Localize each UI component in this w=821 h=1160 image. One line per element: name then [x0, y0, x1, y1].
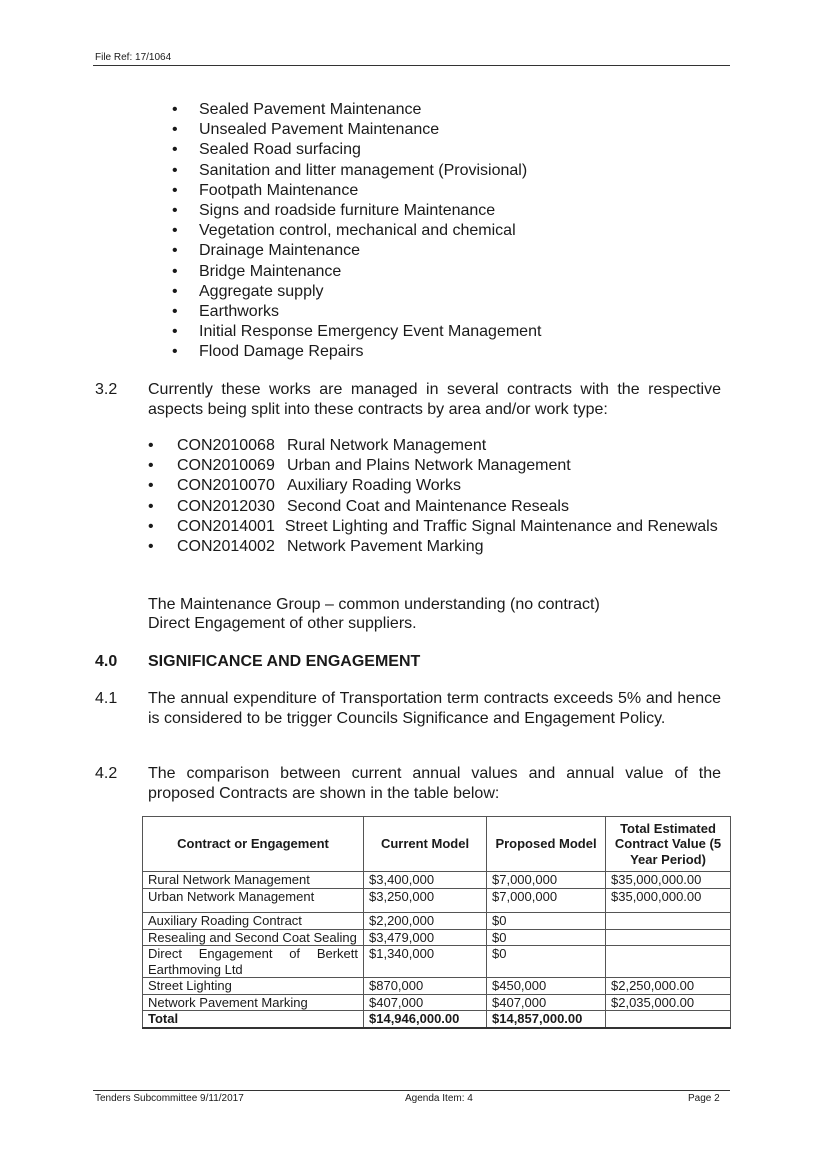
- section-4-1-text: The annual expenditure of Transportation term contracts exceeds 5% and hence is considered to be trigger Councils Significance and Engagement Policy.: [148, 690, 721, 727]
- table-cell: $7,000,000: [487, 888, 606, 904]
- table-row: [143, 888, 731, 904]
- column-header: Contract or Engagement: [143, 817, 364, 872]
- list-item: • Sealed Pavement Maintenance: [172, 100, 541, 120]
- table-cell: Rural Network Management: [143, 872, 364, 889]
- section-number-3-2: 3.2: [95, 381, 118, 398]
- table-row: [143, 978, 731, 995]
- header-rule: [93, 65, 730, 66]
- contract-code: CON2010068: [177, 437, 275, 454]
- column-header: Total Estimated Contract Value (5 Year Period): [606, 817, 731, 872]
- table-cell: $35,000,000.00: [606, 872, 731, 889]
- table-cell: $407,000: [364, 994, 487, 1011]
- list-item: • Aggregate supply: [172, 282, 541, 302]
- section-3-2-text: Currently these works are managed in several contracts with the respective aspects being split into these contracts by area and/or work type:: [148, 381, 721, 418]
- list-item: • Initial Response Emergency Event Management: [172, 322, 541, 342]
- table-cell: Resealing and Second Coat Sealing: [143, 929, 364, 946]
- table-cell: [606, 913, 731, 930]
- table-cell: $35,000,000.00: [606, 888, 731, 904]
- list-item: • Unsealed Pavement Maintenance: [172, 120, 541, 140]
- list-item: • Sanitation and litter management (Provisional): [172, 161, 541, 181]
- list-item: • Footpath Maintenance: [172, 181, 541, 201]
- table-cell: $14,946,000.00: [364, 1011, 487, 1028]
- contract-code: CON2010070: [177, 477, 275, 495]
- contract-name: Urban and Plains Network Management: [287, 457, 571, 475]
- column-header: Proposed Model: [487, 817, 606, 872]
- section-number-4-2: 4.2: [95, 765, 118, 782]
- comparison-table: [142, 816, 731, 1029]
- list-item: • Flood Damage Repairs: [172, 342, 541, 362]
- contract-code: CON2014001: [177, 517, 275, 535]
- table-cell: $7,000,000: [487, 872, 606, 889]
- list-item: [148, 517, 721, 537]
- contracts-list: [148, 436, 721, 557]
- list-item: [148, 436, 721, 456]
- list-item: • Sealed Road surfacing: [172, 140, 541, 160]
- table-cell: Network Pavement Marking: [143, 994, 364, 1011]
- table-cell: $3,400,000: [364, 872, 487, 889]
- section-heading: SIGNIFICANCE AND ENGAGEMENT: [148, 653, 421, 670]
- list-item: • Drainage Maintenance: [172, 241, 541, 261]
- table-row: [143, 994, 731, 1011]
- table-cell: $1,340,000: [364, 946, 487, 978]
- table-spacer-row: [143, 904, 731, 913]
- footer-page-number: Page 2: [688, 1093, 720, 1104]
- table-cell: [606, 1011, 731, 1028]
- table-cell: $870,000: [364, 978, 487, 995]
- contract-code: CON2014002: [177, 537, 275, 555]
- footer-agenda-item: Agenda Item: 4: [405, 1093, 473, 1104]
- table-cell: $14,857,000.00: [487, 1011, 606, 1028]
- contract-name: Rural Network Management: [287, 437, 487, 454]
- table-cell: $0: [487, 946, 606, 978]
- table-cell: $450,000: [487, 978, 606, 995]
- table-cell: Auxiliary Roading Contract: [143, 913, 364, 930]
- contract-name: Network Pavement Marking: [287, 537, 484, 555]
- contract-name: Street Lighting and Traffic Signal Maintenance and Renewals: [284, 517, 718, 535]
- contract-code: CON2012030: [177, 497, 275, 515]
- services-list: [172, 100, 541, 362]
- list-item: [148, 537, 721, 557]
- list-item: • Bridge Maintenance: [172, 262, 541, 282]
- section-number-4-0: 4.0: [95, 653, 118, 670]
- note-direct-engagement: Direct Engagement of other suppliers.: [148, 615, 417, 632]
- table-cell: Total: [143, 1011, 364, 1028]
- table-cell: [606, 946, 731, 978]
- footer-rule: [93, 1090, 730, 1091]
- table-cell: $3,479,000: [364, 929, 487, 946]
- section-number-4-1: 4.1: [95, 690, 118, 707]
- table-row: [143, 946, 731, 978]
- list-item: • Signs and roadside furniture Maintenance: [172, 201, 541, 221]
- footer-meeting: Tenders Subcommittee 9/11/2017: [95, 1093, 244, 1104]
- table-cell: $407,000: [487, 994, 606, 1011]
- table-total-row: [143, 1011, 731, 1028]
- column-header: Current Model: [364, 817, 487, 872]
- list-item: • Earthworks: [172, 302, 541, 322]
- table-header-row: [143, 817, 731, 872]
- list-item: [148, 497, 721, 517]
- list-item: [148, 476, 721, 496]
- list-item: • Vegetation control, mechanical and chemical: [172, 221, 541, 241]
- table-cell: $2,250,000.00: [606, 978, 731, 995]
- contract-name: Second Coat and Maintenance Reseals: [287, 497, 569, 515]
- table-row: [143, 913, 731, 930]
- table-cell: $3,250,000: [364, 888, 487, 904]
- table-cell: [606, 929, 731, 946]
- table-row: [143, 929, 731, 946]
- table-cell: $0: [487, 913, 606, 930]
- section-4-2-text: The comparison between current annual values and annual value of the proposed Contracts are shown in the table below:: [148, 765, 721, 802]
- table-cell: Street Lighting: [143, 978, 364, 995]
- note-maintenance-group: The Maintenance Group – common understanding (no contract): [148, 596, 600, 613]
- table-cell: $0: [487, 929, 606, 946]
- contract-name: Auxiliary Roading Works: [287, 477, 461, 495]
- table-cell: $2,200,000: [364, 913, 487, 930]
- table-cell: Urban Network Management: [143, 888, 364, 904]
- table-row: [143, 872, 731, 889]
- contract-code: CON2010069: [177, 457, 275, 475]
- list-item: [148, 456, 721, 476]
- table-cell: $2,035,000.00: [606, 994, 731, 1011]
- file-ref: File Ref: 17/1064: [95, 52, 172, 63]
- table-cell: Direct Engagement of Berkett Earthmoving Ltd: [143, 946, 364, 978]
